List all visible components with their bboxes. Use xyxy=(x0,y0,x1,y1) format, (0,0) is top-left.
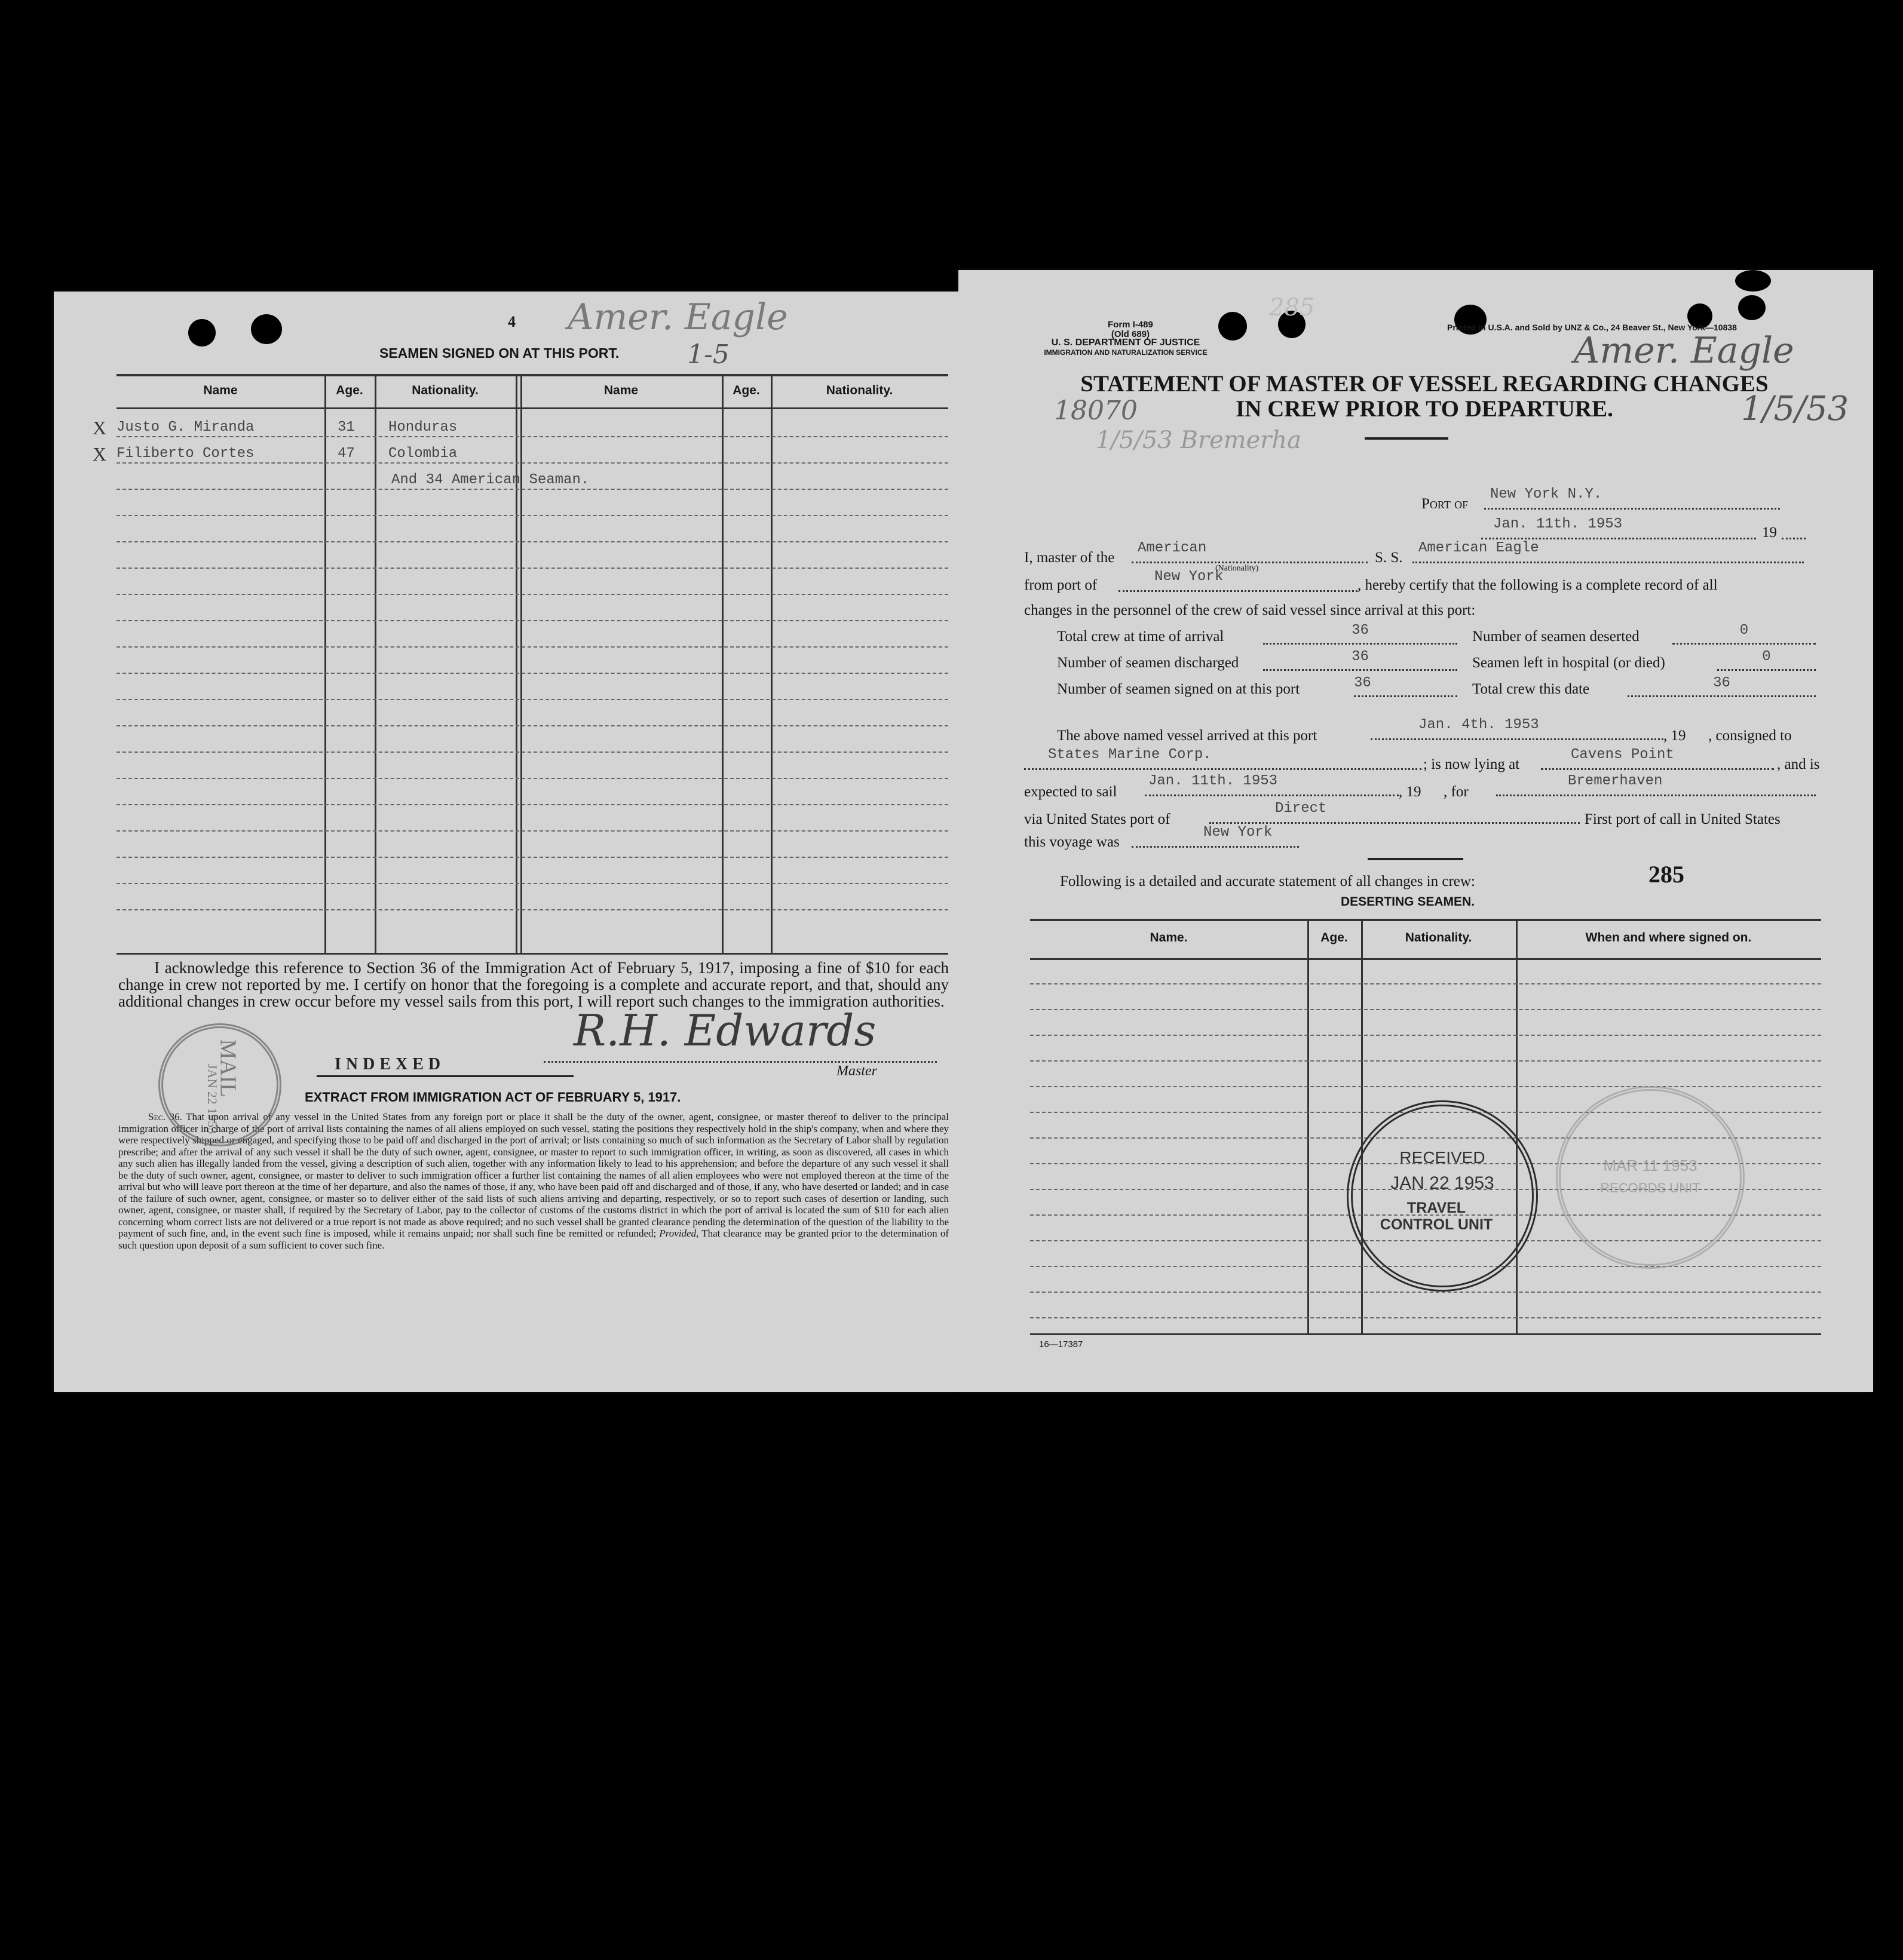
table-row xyxy=(117,752,948,753)
title-line-1: STATEMENT OF MASTER OF VESSEL REGARDING CHANGES xyxy=(1080,371,1769,397)
stat-label-total-arrival: Total crew at time of arrival xyxy=(1057,628,1224,645)
col-header-signed-on: When and where signed on. xyxy=(1585,931,1752,944)
table-row xyxy=(1030,1060,1821,1062)
voyage-value: New York xyxy=(1203,824,1273,841)
table-row xyxy=(1030,1009,1821,1010)
table-row xyxy=(1030,983,1821,984)
arrived-value: Jan. 4th. 1953 xyxy=(1418,717,1539,733)
via-field xyxy=(1209,800,1580,824)
acknowledgment-text: I acknowledge this reference to Section 36 of the Immigration Act of February 5, 1917, imposing a fine of $10 for each change in crew not reported by me. I certify on honor that the foregoing is a complete and accurate report, and that, should any additional changes in crew occur before my vessel sails from this port, I will report such changes to the immigration authorities. xyxy=(118,959,949,1010)
table-row xyxy=(117,883,948,884)
master-label: Master xyxy=(836,1063,877,1079)
nationality-field xyxy=(1132,540,1368,563)
stat-value-total-arrival: 36 xyxy=(1263,622,1457,645)
table-row xyxy=(117,541,948,542)
col-header-nationality: Nationality. xyxy=(1405,931,1472,944)
handwritten-reference: 1-5 xyxy=(687,339,730,370)
col-header-name-2: Name xyxy=(603,384,639,397)
handwritten-number: 18070 xyxy=(1054,395,1138,426)
port-value: New York N.Y. xyxy=(1490,486,1602,502)
master-of-label: I, master of the xyxy=(1024,550,1115,566)
mail-stamp-label: MAIL xyxy=(215,1039,241,1097)
port-label: Port of xyxy=(1421,496,1469,512)
check-mark: X xyxy=(93,443,107,465)
lying-field xyxy=(1541,747,1774,770)
lying-label: ; is now lying at xyxy=(1423,756,1520,772)
table-row xyxy=(117,804,948,805)
stat-value-hospital: 0 xyxy=(1717,649,1816,671)
received-stamp xyxy=(1347,1100,1538,1292)
date-value: Jan. 11th. 1953 xyxy=(1493,516,1623,532)
consignee-value: States Marine Corp. xyxy=(1048,747,1212,763)
signed-on-table xyxy=(93,374,948,955)
handwritten-ship-name: Amer. Eagle xyxy=(568,296,788,338)
year-field xyxy=(1782,523,1806,539)
table-row xyxy=(117,725,948,726)
stat-label-deserted: Number of seamen deserted xyxy=(1472,628,1640,645)
for-field xyxy=(1496,773,1816,796)
table-row xyxy=(117,830,948,832)
voyage-label: this voyage was xyxy=(1024,834,1120,850)
extract-title: EXTRACT FROM IMMIGRATION ACT OF FEBRUARY 5, 1917. xyxy=(305,1090,681,1105)
handwritten-note: 1/5/53 Bremerha xyxy=(1096,427,1301,454)
department-name: U. S. DEPARTMENT OF JUSTICE xyxy=(1051,338,1200,348)
crew-note: And 34 American Seaman. xyxy=(391,472,590,488)
form-title xyxy=(1024,372,1825,422)
handwritten-ship-name: Amer. Eagle xyxy=(1574,330,1794,372)
arrived-label: The above named vessel arrived at this port xyxy=(1057,728,1317,744)
table-row xyxy=(1030,1035,1821,1036)
col-header-name: Name. xyxy=(1150,931,1188,944)
section-body: That upon arrival of any vessel in the United States from any foreign port or place it shall be the duty of the owner, agent, consignee, or master thereof to deliver to the principal immigration officer in charge of the port of arrival lists containing the names of all aliens employed on such vessel, stating the positions they respectively hold in the ship's company, when and where they were respectively shipped or engaged, and specifying those to be paid off and discharged in the port of arrival; or lists containing so much of such information as the Secretary of Labor shall by regulation prescribe; and after the arrival of any such vessel it shall be the duty of such owner, agent, consignee, or master to report to such immigration officer, in writing, as soon as discovered, all cases in which any such alien has illegally landed from the vessel, giving a description of such alien, together with any information likely to lead to his apprehension; and before the departure of any such vessel it shall be the duty of such owner, agent, consignee, or master to deliver to such immigration officer a further list containing the names of all alien employees who were not employed thereon at the time of the arrival but who will leave port thereon at the time of her departure, and also the names of those, if any, who have been paid off and discharged and of those, if any, who have deserted or landed; and in case of the failure of such owner, agent, consignee, or master so to deliver either of the said lists of such aliens arriving and departing, respectively, or so to report such cases of desertion or landing, such owner, agent, consignee, or master shall, if required by the Secretary of Labor, pay to the collector of customs of the customs district in which the port of arrival is located the sum of $10 for each alien concerning whom correct lists are not delivered or a true report is not made as above required; and no such vessel shall be granted clearance pending the determination of the question of the liability to the payment of such fine, and, in the event such fine is imposed, while it remains unpaid; nor shall such fine be remitted or refunded; xyxy=(118,1111,949,1239)
stat-value-deserted: 0 xyxy=(1672,622,1816,645)
col-header-age-2: Age. xyxy=(733,384,760,397)
voyage-field xyxy=(1132,824,1299,848)
col-header-nationality-2: Nationality. xyxy=(826,384,893,397)
first-port-label: First port of call in United States xyxy=(1585,811,1781,827)
punch-hole xyxy=(251,314,282,344)
section-label: Sec. 36. xyxy=(148,1111,182,1122)
title-line-2: IN CREW PRIOR TO DEPARTURE. xyxy=(1236,396,1613,422)
table-row xyxy=(117,515,948,516)
port-field xyxy=(1484,486,1780,510)
received-stamp-date: JAN 22 1953 xyxy=(1390,1173,1494,1193)
records-stamp-date: MAR 11 1953 xyxy=(1603,1157,1697,1174)
col-header-name: Name xyxy=(203,384,238,397)
year-prefix: 19 xyxy=(1762,524,1777,541)
ss-label: S. S. xyxy=(1375,550,1403,566)
records-stamp-unit: RECORDS UNIT xyxy=(1600,1180,1700,1195)
col-header-nationality: Nationality. xyxy=(412,384,479,397)
form-header xyxy=(1108,320,1153,339)
ship-name-field xyxy=(1412,540,1804,563)
ship-name-value: American Eagle xyxy=(1418,540,1539,556)
form-footer: 16—17387 xyxy=(1039,1339,1083,1349)
crew-age: 47 xyxy=(338,446,355,462)
from-port-label: from port of xyxy=(1024,577,1098,593)
left-form-page xyxy=(54,292,958,1392)
form-number: Form I-489 xyxy=(1108,320,1153,330)
records-stamp xyxy=(1556,1086,1745,1269)
table-row xyxy=(1030,1317,1821,1318)
col-header-age: Age. xyxy=(336,384,363,397)
deserting-title: DESERTING SEAMEN. xyxy=(1341,895,1475,909)
section-title: SEAMEN SIGNED ON AT THIS PORT. xyxy=(379,345,620,361)
table-row xyxy=(117,699,948,700)
table-row xyxy=(117,857,948,858)
master-signature: R.H. Edwards xyxy=(574,1005,877,1056)
stat-value-discharged: 36 xyxy=(1263,649,1457,671)
stat-label-signed-on: Number of seamen signed on at this port xyxy=(1057,681,1300,697)
table-row xyxy=(117,594,948,595)
table-row xyxy=(117,909,948,910)
handwritten-date: 1/5/53 xyxy=(1741,389,1849,428)
via-value: Direct xyxy=(1275,800,1327,817)
table-row xyxy=(117,646,948,648)
punch-hole xyxy=(1738,295,1766,320)
following-label: Following is a detailed and accurate statement of all changes in crew: xyxy=(1060,873,1475,889)
crew-nationality: Honduras xyxy=(388,419,458,435)
via-label: via United States port of xyxy=(1024,811,1170,827)
nationality-caption: (Nationality) xyxy=(1215,564,1259,573)
mail-stamp-date: JAN 22 1953 xyxy=(205,1064,220,1134)
table-row xyxy=(1030,1292,1821,1293)
printer-note: Printed in U.S.A. and Sold by UNZ & Co., 24 Beaver St., New York—10838 xyxy=(1447,323,1737,332)
right-form-page xyxy=(958,270,1873,1392)
punch-hole xyxy=(188,319,216,346)
stat-value-signed-on: 36 xyxy=(1354,675,1457,697)
lying-value: Cavens Point xyxy=(1571,747,1674,763)
proviso-label: Provided, xyxy=(659,1228,699,1239)
consigned-label: , 19 , consigned to xyxy=(1663,728,1792,744)
check-mark: X xyxy=(93,417,107,438)
table-row xyxy=(1030,1086,1821,1087)
received-stamp-unit: TRAVEL CONTROL UNIT xyxy=(1380,1200,1493,1233)
date-field xyxy=(1481,516,1756,539)
col-header-age: Age. xyxy=(1320,931,1348,944)
received-stamp-title: RECEIVED xyxy=(1399,1148,1485,1167)
consignee-field xyxy=(1024,747,1421,770)
punch-hole xyxy=(1735,270,1771,292)
expected-field xyxy=(1145,773,1399,796)
stat-value-total-date: 36 xyxy=(1628,675,1816,697)
crew-name: Justo G. Miranda xyxy=(117,419,255,435)
page-number: 4 xyxy=(508,313,516,330)
crew-name: Filiberto Cortes xyxy=(117,446,255,462)
certify-text-2: changes in the personnel of the crew of said vessel since arrival at this port: xyxy=(1024,602,1476,618)
expected-value: Jan. 11th. 1953 xyxy=(1148,773,1278,789)
from-port-field xyxy=(1118,569,1357,592)
table-row xyxy=(117,568,948,569)
table-row xyxy=(117,436,948,437)
table-row xyxy=(117,673,948,674)
stat-label-total-date: Total crew this date xyxy=(1472,681,1590,697)
and-is-label: , and is xyxy=(1777,756,1820,772)
table-row xyxy=(117,620,948,621)
indexed-stamp: INDEXED xyxy=(335,1055,446,1073)
crew-nationality: Colombia xyxy=(388,446,458,462)
service-name: IMMIGRATION AND NATURALIZATION SERVICE xyxy=(1044,348,1208,357)
for-label: , 19 , for xyxy=(1399,784,1469,800)
proviso-text: That clearance may be granted prior to the determination of such question upon deposit of a sum sufficient to cover such fine. xyxy=(118,1228,949,1251)
table-row xyxy=(117,778,948,779)
for-value: Bremerhaven xyxy=(1568,773,1663,789)
page-number: 285 xyxy=(1648,861,1684,888)
arrived-field xyxy=(1371,717,1663,740)
department-header xyxy=(1024,338,1227,357)
stat-label-discharged: Number of seamen discharged xyxy=(1057,655,1239,671)
from-port-value: New York xyxy=(1154,569,1224,585)
expected-label: expected to sail xyxy=(1024,784,1117,800)
handwritten-faint-number: 285 xyxy=(1269,294,1315,321)
punch-hole xyxy=(1218,312,1247,341)
certify-text: , hereby certify that the following is a complete record of all xyxy=(1357,577,1718,593)
nationality-value: American xyxy=(1138,540,1207,556)
crew-age: 31 xyxy=(338,419,355,435)
table-row xyxy=(117,462,948,464)
mail-date-stamp xyxy=(158,1023,281,1146)
form-old-number: (Old 689) xyxy=(1111,329,1150,339)
stat-label-hospital: Seamen left in hospital (or died) xyxy=(1472,655,1665,671)
table-row xyxy=(117,489,948,490)
